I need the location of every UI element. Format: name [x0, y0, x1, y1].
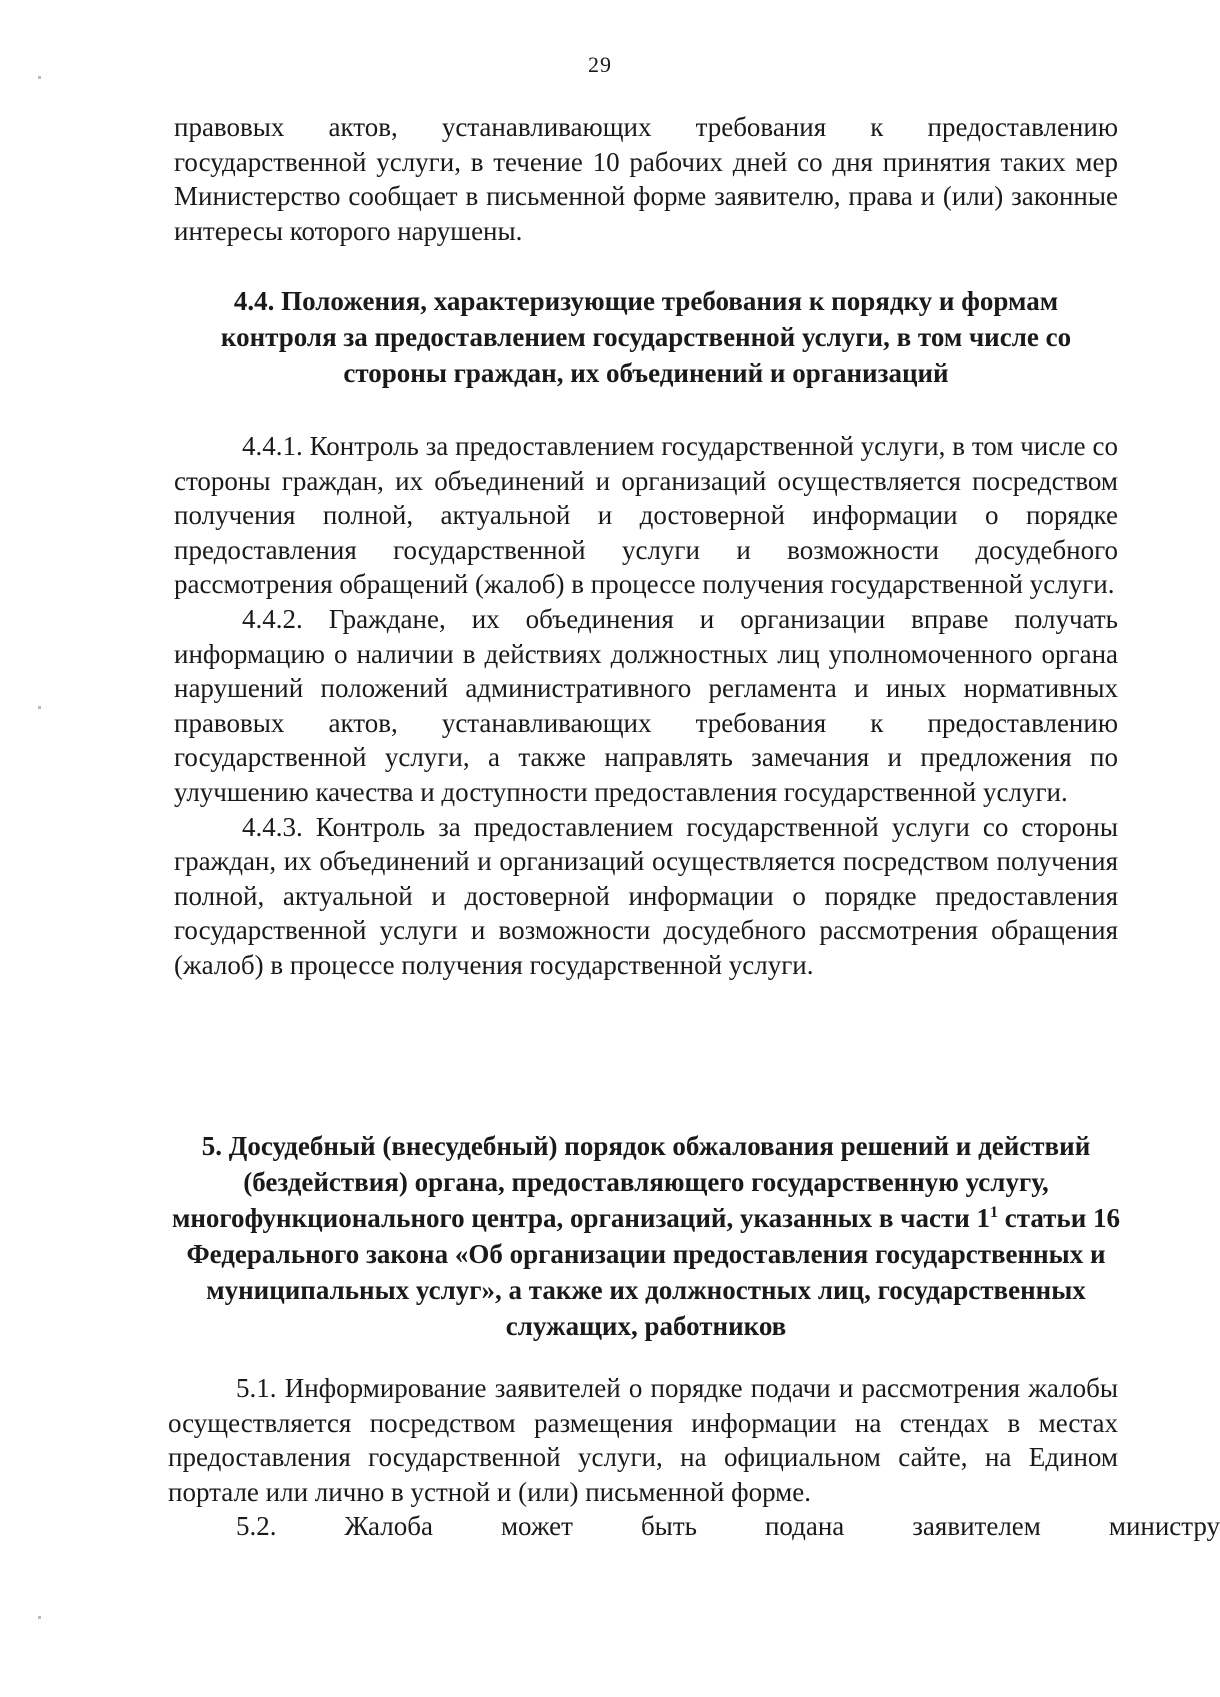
section-5-heading-superscript: 1	[990, 1204, 999, 1221]
paragraph-5-1: 5.1. Информирование заявителей о порядке подачи и рассмотрения жалобы осуществляется посредством размещения информации на стендах в местах предоставления государственной услуги, на официальном сайте, на Едином портале или лично в устной и (или) письменной форме.	[168, 1373, 1118, 1507]
p52-word: Жалоба	[344, 1511, 433, 1542]
scan-speck	[38, 76, 41, 79]
intro-block	[174, 110, 1118, 248]
section-5-heading-part1: 5. Досудебный (внесудебный) порядок обжалования решений и действий (бездействия) органа, предоставляющего государственную услугу, многофункционального центра, организаций, указанных в части 1	[171, 1131, 1091, 1233]
paragraph-4-4-1: 4.4.1. Контроль за предоставлением государственной услуги, в том числе со стороны граждан, их объединений и организаций осуществляется посредством получения полной, актуальной и достоверной информации о порядке предоставления государственной услуги и возможности досудебного рассмотрения обращений (жалоб) в процессе получения государственной услуги.	[174, 431, 1118, 600]
section-4-4-heading: 4.4. Положения, характеризующие требования к порядку и формам контроля за предоставлением государственной услуги, в том числе со стороны граждан, их объединений и организаций	[220, 286, 1072, 388]
section-5-heading-block	[168, 1128, 1124, 1344]
p52-word: министру	[1108, 1511, 1220, 1542]
p52-word: заявителем	[912, 1511, 1041, 1542]
scan-speck	[38, 1616, 41, 1619]
section-4-4-heading-block	[174, 283, 1118, 391]
intro-paragraph: правовых актов, устанавливающих требования к предоставлению государственной услуги, в течение 10 рабочих дней со дня принятия таких мер Министерство сообщает в письменной форме заявителю, права и (или) законные интересы которого нарушены.	[174, 112, 1118, 246]
section-5-heading-part2: статьи 16 Федерального закона «Об организации предоставления государственных и муниципальных услуг», а также их должностных лиц, государственных служащих, работников	[186, 1203, 1121, 1341]
p52-word: 5.2.	[236, 1511, 277, 1542]
paragraph-4-4-2: 4.4.2. Граждане, их объединения и организации вправе получать информацию о наличии в действиях должностных лиц уполномоченного органа нарушений положений административного регламента и иных нормативных правовых актов, устанавливающих требования к предоставлению государственной услуги, а также направлять замечания и предложения по улучшению качества и доступности предоставления государственной услуги.	[174, 603, 1118, 807]
section-5-heading	[168, 1128, 1124, 1344]
p52-word: подана	[764, 1511, 845, 1542]
p52-word: быть	[640, 1511, 697, 1542]
paragraph-5-2	[168, 1509, 1220, 1544]
page-number: 29	[588, 52, 612, 77]
scan-speck	[38, 706, 41, 709]
section-4-4-body	[174, 429, 1118, 983]
paragraph-4-4-3: 4.4.3. Контроль за предоставлением государственной услуги со стороны граждан, их объединений и организаций осуществляется посредством получения полной, актуальной и достоверной информации о порядке предоставления государственной услуги и возможности досудебного рассмотрения обращения (жалоб) в процессе получения государственной услуги.	[174, 811, 1118, 980]
p52-word: может	[500, 1511, 573, 1542]
section-5-body	[168, 1371, 1220, 1544]
